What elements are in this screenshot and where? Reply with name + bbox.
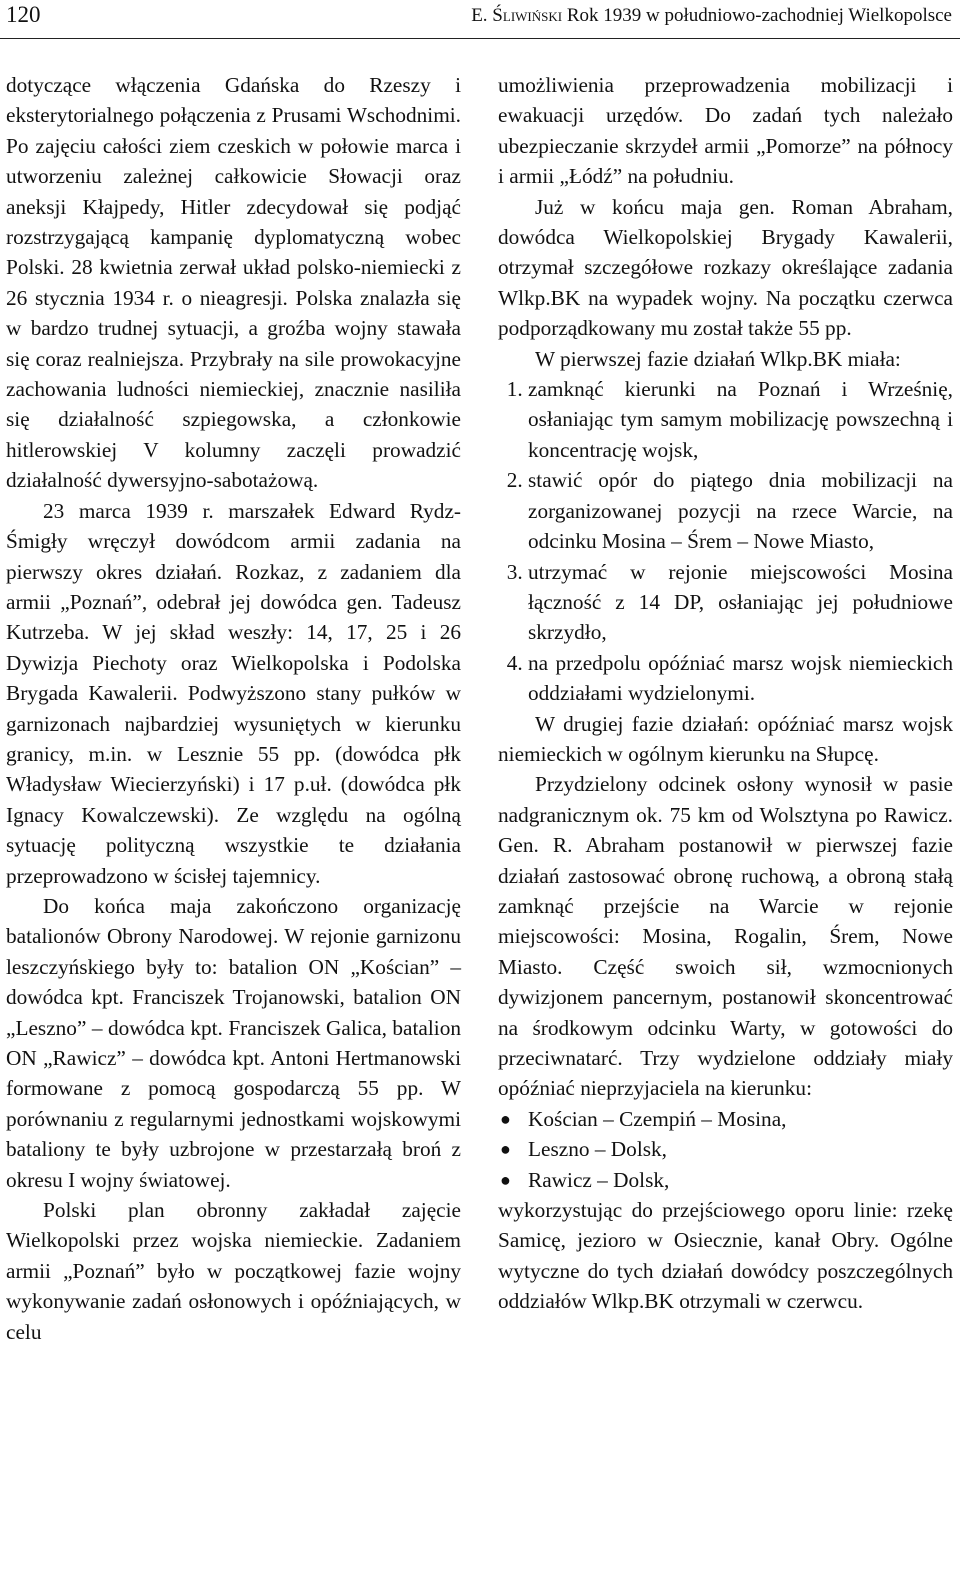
- paragraph: Do końca maja zakończono organizację batalionów Obrony Narodowej. W rejonie garnizonu leszczyńskiego były to: batalion ON „Kościan” – dowódca kpt. Franciszek Trojanowski, batalion ON „Leszno” – dowódca kpt. Franciszek Galica, batalion ON „Rawicz” – dowódca kpt. Antoni Hertmanowski formowane z pomocą gospodarczą 55 pp. W porównaniu z regularnymi jednostkami wojskowymi bataliony te były uzbrojone w przestarzałą broń z okresu I wojny światowej.: [6, 893, 461, 1192]
- running-header: [0, 0, 960, 39]
- route-text: Leszno – Dolsk,: [528, 1137, 668, 1162]
- list-item: [500, 1134, 953, 1164]
- paragraph: Już w końcu maja gen. Roman Abraham, dowódca Wielkopolskiej Brygady Kawalerii, otrzymał szczegółowe rozkazy określające zadania Wlkp.BK na wypadek wojny. Na początku czerwca podporządkowany mu został także 55 pp.: [498, 194, 953, 341]
- bullet-icon: ●: [500, 1108, 511, 1129]
- paragraph: umożliwienia przeprowadzenia mobilizacji i ewakuacji urzędów. Do zadań tych należało ubezpieczanie skrzydeł armii „Pomorze” na północy i armii „Łódź” na południu.: [498, 73, 953, 189]
- routes-list: [498, 1104, 953, 1195]
- list-item: 4. na przedpolu opóźniać marsz wojsk niemieckich oddziałami wydzielonymi.: [528, 648, 953, 709]
- right-column: [498, 70, 953, 1317]
- header-author: E. Śliwiński: [471, 5, 563, 26]
- header-title: Rok 1939 w południowo-zachodniej Wielkopolsce: [566, 5, 952, 26]
- list-item: 1. zamknąć kierunki na Poznań i Wrześnię, osłaniając tym samym mobilizację powszechną i koncentrację wojsk,: [528, 374, 953, 465]
- paragraph: wykorzystując do przejściowego oporu linie: rzekę Samicę, jezioro w Osiecznie, kanał Obry. Ogólne wytyczne do tych działań dowódcy poszczególnych oddziałów Wlkp.BK otrzymali w czerwcu.: [498, 1198, 953, 1314]
- list-item: [500, 1104, 953, 1134]
- paragraph: W pierwszej fazie działań Wlkp.BK miała:: [535, 346, 901, 371]
- list-item: [500, 1165, 953, 1195]
- page-number: 120: [6, 2, 41, 27]
- paragraph: W drugiej fazie działań: opóźniać marsz wojsk niemieckich w ogólnym kierunku na Słupcę.: [498, 711, 953, 766]
- paragraph: 23 marca 1939 r. marszałek Edward Rydz-Śmigły wręczył dowódcom armii zadania na pierwszy okres działań. Rozkaz, z zadaniem dla armii „Poznań”, odebrał jej dowódca gen. Tadeusz Kutrzeba. W jej skład weszły: 14, 17, 25 i 26 Dywizja Piechoty oraz Wielkopolska i Podolska Brygada Kawalerii. Podwyższono stany pułków w garnizonach najbardziej wysuniętych w kierunku granicy, m.in. w Lesznie 55 pp. (dowódca płk Władysław Wiecierzyński) i 17 p.uł. (dowódca płk Ignacy Kowalczewski). Ze względu na ogólną sytuację polityczną wszystkie te działania przeprowadzono w ścisłej tajemnicy.: [6, 498, 461, 888]
- left-column: [6, 70, 461, 1347]
- route-text: Rawicz – Dolsk,: [528, 1167, 670, 1192]
- paragraph: dotyczące włączenia Gdańska do Rzeszy i eksterytorialnego połączenia z Prusami Wschodnimi. Po zajęciu całości ziem czeskich w połowie marca i utworzeniu zależnej całkowicie Słowacji oraz aneksji Kłajpedy, Hitler zdecydował się podjąć rozstrzygającą kampanię dyplomatyczną wobec Polski. 28 kwietnia zerwał układ polsko-niemiecki z 26 stycznia 1934 r. o nieagresji. Polska znalazła się w bardzo trudnej sytuacji, a groźba wojny stawała się coraz realniejsza. Przybrały na sile prowokacyjne zachowania ludności niemieckiej, znacznie nasiliła się działalność szpiegowska, a członkowie hitlerowskiej V kolumny zaczęli prowadzić działalność dywersyjno-sabotażową.: [6, 73, 461, 493]
- route-text: Kościan – Czempiń – Mosina,: [528, 1106, 787, 1131]
- list-item: 3. utrzymać w rejonie miejscowości Mosina łączność z 14 DP, osłaniając jej południowe skrzydło,: [528, 557, 953, 648]
- bullet-icon: ●: [500, 1139, 511, 1160]
- running-title: [471, 2, 952, 30]
- bullet-icon: ●: [500, 1169, 511, 1190]
- paragraph: Przydzielony odcinek osłony wynosił w pasie nadgranicznym ok. 75 km od Wolsztyna po Rawicz. Gen. R. Abraham postanowił w pierwszej fazie działań zastosować obronę ruchową, a obroną stałą zamknąć przejście na Warcie w rejonie miejscowości: Mosina, Rogalin, Śrem, Nowe Miasto. Część swoich sił, wzmocnionych dywizjonem pancernym, postanowił skoncentrować na środkowym odcinku Warty, w gotowości do przeciwnatarć. Trzy wydzielone oddziały miały opóźniać nieprzyjaciela na kierunku:: [498, 772, 953, 1101]
- paragraph: Polski plan obronny zakładał zajęcie Wielkopolski przez wojska niemieckie. Zadaniem armii „Poznań” było w początkowej fazie wojny wykonywanie zadań osłonowych i opóźniających, w celu: [6, 1198, 461, 1344]
- tasks-list: [498, 374, 953, 708]
- list-item: 2. stawić opór do piątego dnia mobilizacji na zorganizowanej pozycji na rzece Warcie, na odcinku Mosina – Śrem – Nowe Miasto,: [528, 465, 953, 556]
